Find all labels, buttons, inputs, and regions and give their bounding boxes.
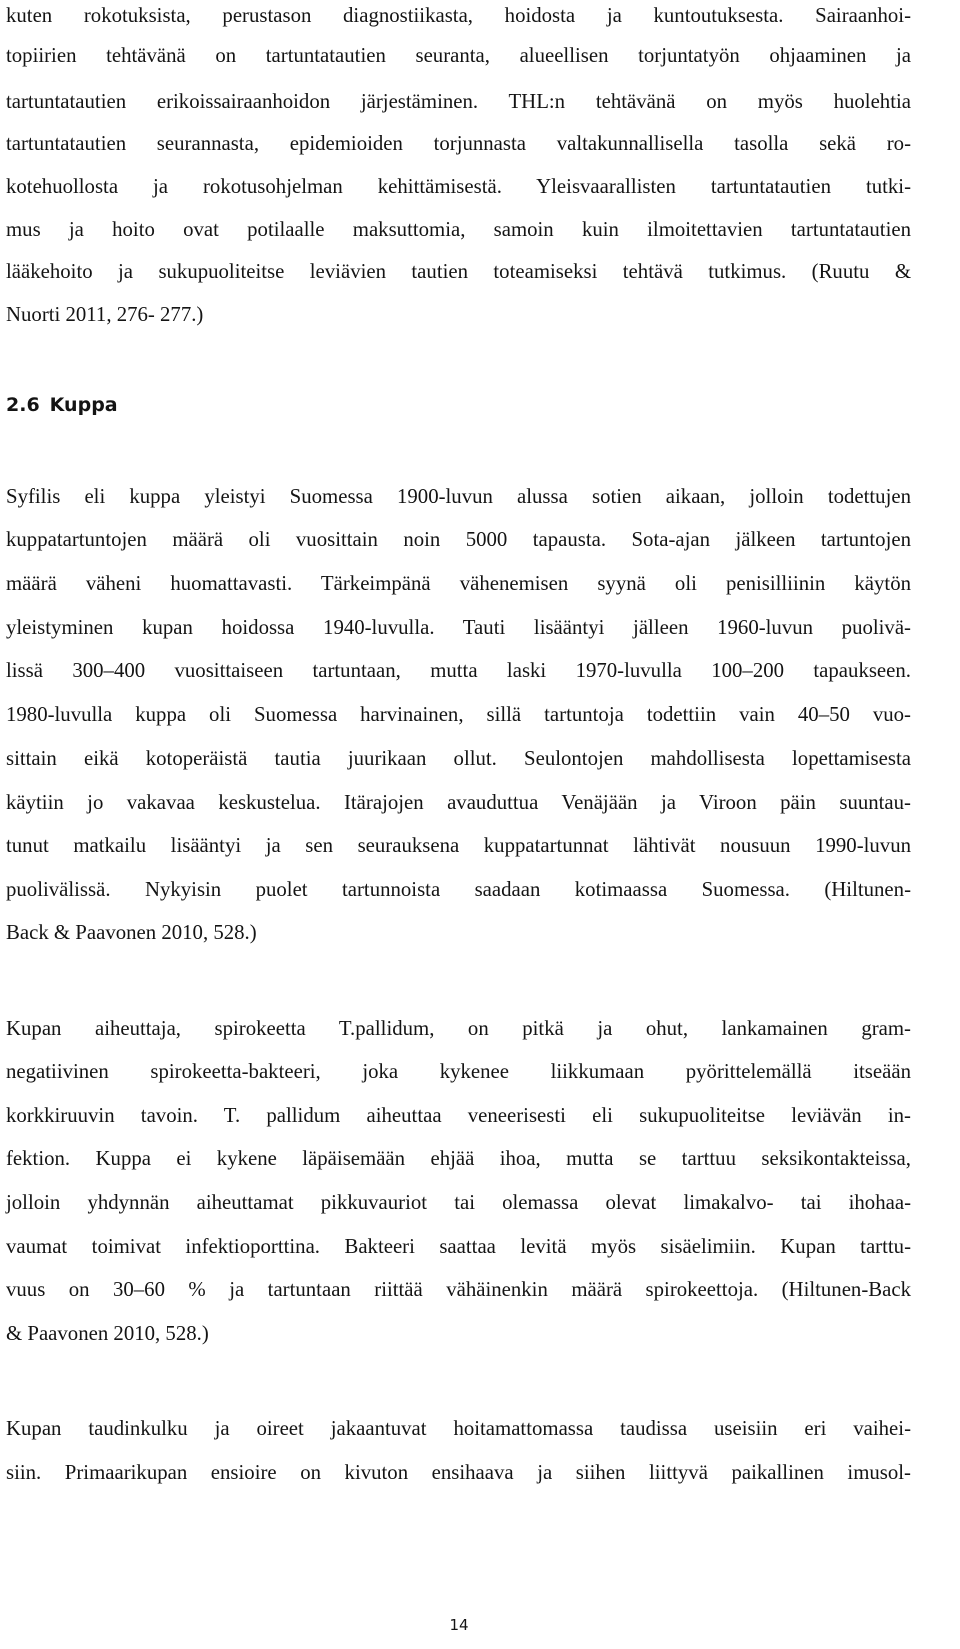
paragraph-3-line: vaumat toimivat infektioporttina. Bakteeri saattaa levitä myös sisäelimiin. Kupan tarttu-	[6, 1235, 911, 1258]
paragraph-3-line: & Paavonen 2010, 528.)	[6, 1322, 209, 1345]
paragraph-3-line: negatiivinen spirokeetta-bakteeri, joka kykenee liikkumaan pyörittelemällä itseään	[6, 1060, 911, 1083]
paragraph-3-line: Kupan aiheuttaja, spirokeetta T.pallidum, on pitkä ja ohut, lankamainen gram-	[6, 1017, 911, 1040]
paragraph-2-line: yleistyminen kupan hoidossa 1940-luvulla. Tauti lisääntyi jälleen 1960-luvun puolivä-	[6, 616, 911, 639]
paragraph-1-line: lääkehoito ja sukupuoliteitse leviävien tautien toteamiseksi tehtävä tutkimus. (Ruutu &	[6, 260, 911, 283]
paragraph-2-line: lissä 300–400 vuosittaiseen tartuntaan, mutta laski 1970-luvulla 100–200 tapaukseen.	[6, 659, 911, 682]
section-heading	[6, 391, 118, 419]
paragraph-2-line: määrä väheni huomattavasti. Tärkeimpänä vähenemisen syynä oli penisilliinin käytön	[6, 572, 911, 595]
paragraph-2-line: sittain eikä kotoperäistä tautia juurikaan ollut. Seulontojen mahdollisesta lopettamisesta	[6, 747, 911, 770]
paragraph-3-line: fektion. Kuppa ei kykene läpäisemään ehjää ihoa, mutta se tarttuu seksikontakteissa,	[6, 1147, 911, 1170]
paragraph-3-line: jolloin yhdynnän aiheuttamat pikkuvauriot tai olemassa olevat limakalvo- tai ihohaa-	[6, 1191, 911, 1214]
paragraph-3-line: vuus on 30–60 % ja tartuntaan riittää vähäinenkin määrä spirokeettoja. (Hiltunen-Back	[6, 1278, 911, 1301]
section-title: Kuppa	[49, 394, 118, 416]
section-number: 2.6	[6, 394, 40, 416]
paragraph-1-line: Nuorti 2011, 276- 277.)	[6, 303, 204, 326]
paragraph-1-line: kotehuollosta ja rokotusohjelman kehittämisestä. Yleisvaarallisten tartuntatautien tutki-	[6, 175, 911, 198]
paragraph-4-line: Kupan taudinkulku ja oireet jakaantuvat hoitamattomassa taudissa useisiin eri vaihei-	[6, 1417, 911, 1440]
paragraph-2-line: Back & Paavonen 2010, 528.)	[6, 921, 257, 944]
paragraph-2-line: kuppatartuntojen määrä oli vuosittain noin 5000 tapausta. Sota-ajan jälkeen tartuntojen	[6, 528, 911, 551]
paragraph-2-line: Syfilis eli kuppa yleistyi Suomessa 1900-luvun alussa sotien aikaan, jolloin todettujen	[6, 485, 911, 508]
paragraph-2-line: 1980-luvulla kuppa oli Suomessa harvinainen, sillä tartuntoja todettiin vain 40–50 vuo-	[6, 703, 911, 726]
paragraph-2-line: tunut matkailu lisääntyi ja sen seurauksena kuppatartunnat lähtivät nousuun 1990-luvun	[6, 834, 911, 857]
paragraph-1-line: tartuntatautien seurannasta, epidemioiden torjunnasta valtakunnallisella tasolla sekä ro-	[6, 132, 911, 155]
paragraph-1-line: tartuntatautien erikoissairaanhoidon järjestäminen. THL:n tehtävänä on myös huolehtia	[6, 90, 911, 113]
paragraph-2-line: käytiin jo vakavaa keskustelua. Itärajojen avauduttua Venäjään ja Viroon päin suuntau-	[6, 791, 911, 814]
paragraph-1-line: mus ja hoito ovat potilaalle maksuttomia, samoin kuin ilmoitettavien tartuntatautien	[6, 218, 911, 241]
page-number: 14	[449, 1616, 469, 1634]
paragraph-3-line: korkkiruuvin tavoin. T. pallidum aiheuttaa veneerisesti eli sukupuoliteitse leviävän in-	[6, 1104, 911, 1127]
paragraph-4-line: siin. Primaarikupan ensioire on kivuton ensihaava ja siihen liittyvä paikallinen imusol-	[6, 1461, 911, 1484]
paragraph-2-line: puolivälissä. Nykyisin puolet tartunnoista saadaan kotimaassa Suomessa. (Hiltunen-	[6, 878, 911, 901]
paragraph-1-line: topiirien tehtävänä on tartuntatautien seuranta, alueellisen torjuntatyön ohjaaminen ja	[6, 44, 911, 67]
paragraph-1-line: kuten rokotuksista, perustason diagnostiikasta, hoidosta ja kuntoutuksesta. Sairaanhoi-	[6, 4, 911, 27]
